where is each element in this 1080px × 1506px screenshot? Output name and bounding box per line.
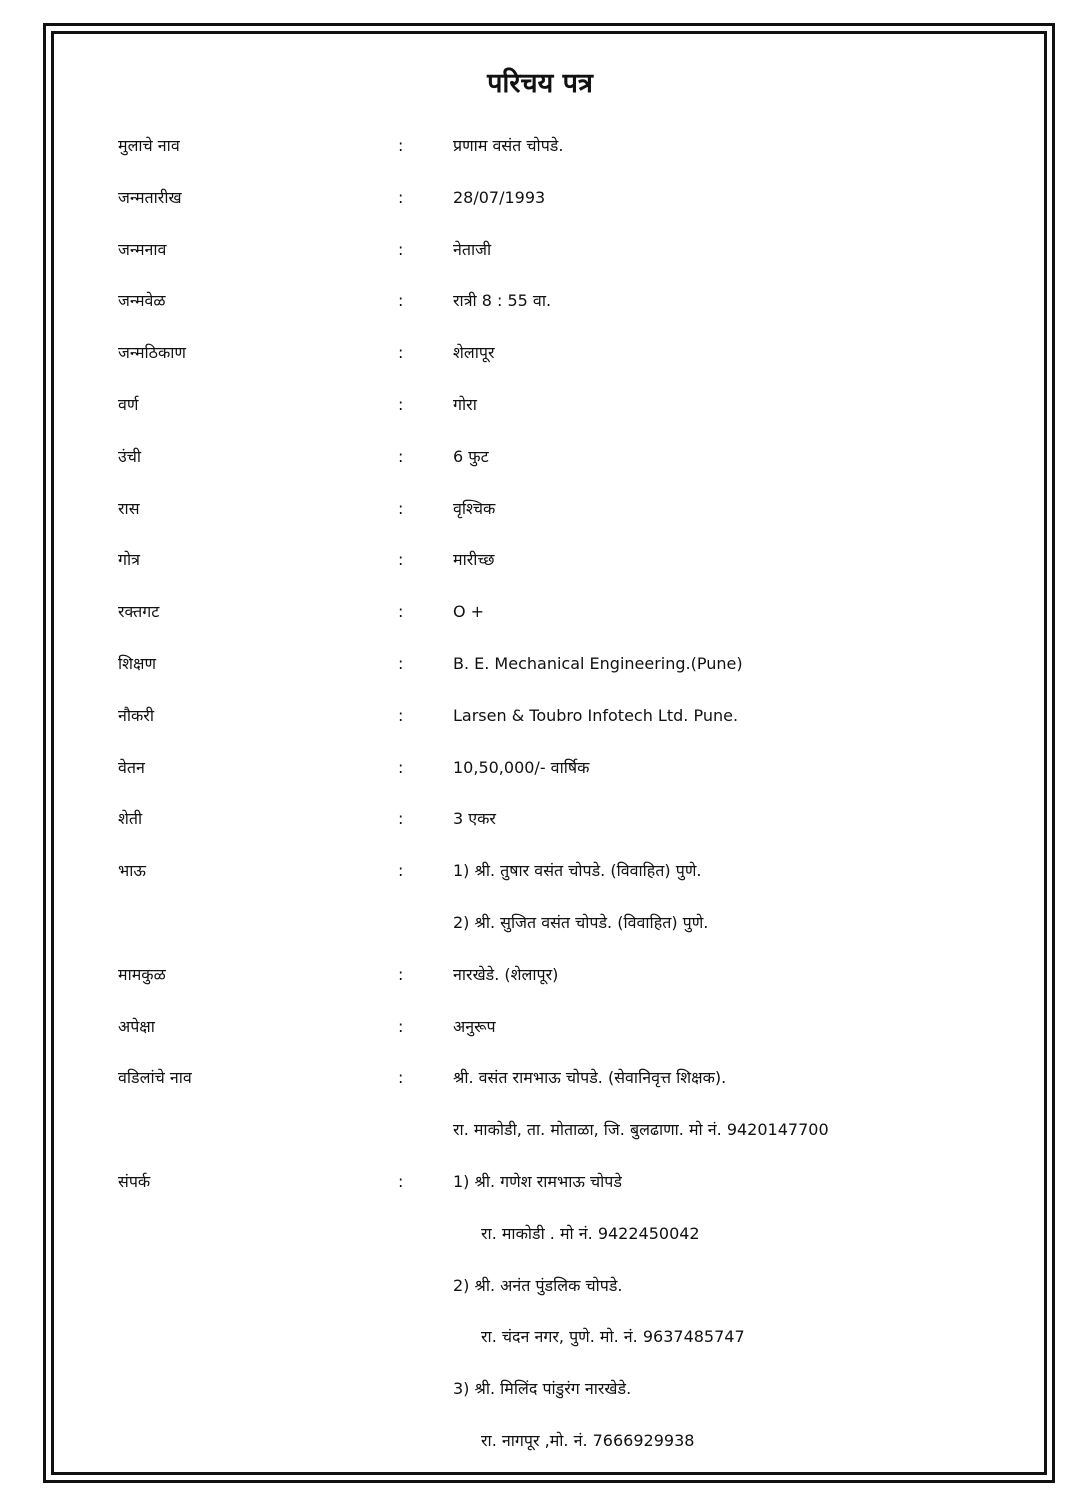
detail-value: 3 एकर	[453, 809, 496, 829]
detail-row	[0, 286, 1080, 316]
detail-separator: :	[398, 1172, 404, 1191]
detail-row	[0, 1012, 1080, 1042]
detail-label: जन्मनाव	[118, 239, 167, 259]
detail-row	[0, 1271, 1080, 1301]
detail-value: प्रणाम वसंत चोपडे.	[453, 136, 564, 155]
detail-separator: :	[398, 395, 404, 414]
detail-value: अनुरूप	[453, 1016, 496, 1036]
detail-value: रा. माकोडी, ता. मोताळा, जि. बुलढाणा. मो नं. 9420147700	[453, 1120, 829, 1140]
detail-separator: :	[398, 291, 404, 311]
detail-separator: :	[398, 809, 404, 829]
detail-row	[0, 1426, 1080, 1456]
detail-separator: :	[398, 654, 404, 673]
detail-label: अपेक्षा	[118, 1016, 155, 1036]
detail-row	[0, 131, 1080, 161]
detail-label: शिक्षण	[118, 654, 157, 673]
detail-row	[0, 1167, 1080, 1197]
detail-row	[0, 338, 1080, 368]
detail-row	[0, 908, 1080, 938]
detail-separator: :	[398, 498, 404, 518]
detail-separator: :	[398, 550, 404, 570]
detail-value: B. E. Mechanical Engineering.(Pune)	[453, 654, 743, 673]
detail-row	[0, 390, 1080, 420]
detail-separator: :	[398, 964, 404, 984]
detail-row	[0, 1374, 1080, 1404]
detail-label: गोत्र	[118, 550, 140, 570]
detail-separator: :	[398, 861, 404, 881]
detail-separator: :	[398, 343, 404, 363]
detail-value: O +	[453, 602, 485, 622]
detail-row	[0, 494, 1080, 524]
detail-value: रा. नागपूर ,मो. नं. 7666929938	[481, 1431, 695, 1450]
detail-row	[0, 545, 1080, 575]
detail-row	[0, 753, 1080, 783]
detail-separator: :	[398, 1016, 404, 1036]
detail-row	[0, 856, 1080, 886]
detail-row	[0, 597, 1080, 627]
detail-value: शेलापूर	[453, 343, 495, 363]
detail-row	[0, 1219, 1080, 1249]
detail-label: मुलाचे नाव	[118, 136, 180, 155]
detail-value: 3) श्री. मिलिंद पांडुरंग नारखेडे.	[453, 1379, 632, 1399]
detail-value: नेताजी	[453, 239, 492, 259]
detail-value: रा. चंदन नगर, पुणे. मो. नं. 9637485747	[481, 1327, 745, 1347]
detail-separator: :	[398, 187, 404, 207]
detail-label: वर्ण	[118, 395, 139, 414]
detail-value: 1) श्री. तुषार वसंत चोपडे. (विवाहित) पुणे.	[453, 861, 702, 881]
detail-value: 2) श्री. सुजित वसंत चोपडे. (विवाहित) पुणे.	[453, 913, 709, 932]
detail-label: रास	[118, 498, 140, 518]
detail-separator: :	[398, 705, 404, 725]
detail-value: 2) श्री. अनंत पुंडलिक चोपडे.	[453, 1275, 623, 1295]
document-title: परिचय पत्र	[487, 68, 593, 99]
detail-separator: :	[398, 446, 404, 466]
detail-separator: :	[398, 602, 404, 622]
detail-value: Larsen & Toubro Infotech Ltd. Pune.	[453, 705, 739, 725]
detail-row	[0, 1063, 1080, 1093]
detail-separator: :	[398, 239, 404, 259]
detail-row	[0, 442, 1080, 472]
detail-label: जन्मतारीख	[118, 187, 182, 207]
detail-value: मारीच्छ	[453, 550, 495, 570]
detail-label: वेतन	[118, 757, 145, 777]
detail-value: 1) श्री. गणेश रामभाऊ चोपडे	[453, 1172, 622, 1191]
detail-row	[0, 1115, 1080, 1145]
detail-value: 28/07/1993	[453, 187, 546, 207]
detail-value: रा. माकोडी . मो नं. 9422450042	[481, 1223, 700, 1243]
detail-value: रात्री 8 : 55 वा.	[453, 291, 552, 311]
detail-label: मामकुळ	[118, 964, 166, 984]
detail-label: भाऊ	[118, 861, 146, 881]
detail-label: संपर्क	[118, 1172, 151, 1191]
detail-label: रक्तगट	[118, 602, 160, 622]
detail-label: उंची	[118, 446, 142, 466]
detail-row	[0, 235, 1080, 265]
detail-value: गोरा	[453, 395, 477, 414]
detail-value: नारखेडे. (शेलापूर)	[453, 964, 559, 984]
detail-separator: :	[398, 1068, 404, 1088]
detail-label: जन्मवेळ	[118, 291, 166, 311]
detail-row	[0, 960, 1080, 990]
detail-row	[0, 701, 1080, 731]
detail-label: वडिलांचे नाव	[118, 1068, 192, 1088]
detail-row	[0, 183, 1080, 213]
detail-row	[0, 1322, 1080, 1352]
detail-label: नौकरी	[118, 705, 155, 725]
detail-value: 10,50,000/- वार्षिक	[453, 757, 590, 777]
detail-separator: :	[398, 136, 404, 155]
detail-value: 6 फुट	[453, 446, 489, 466]
detail-value: श्री. वसंत रामभाऊ चोपडे. (सेवानिवृत्त शिक्षक).	[453, 1068, 727, 1088]
detail-label: जन्मठिकाण	[118, 343, 186, 363]
detail-row	[0, 649, 1080, 679]
detail-value: वृश्चिक	[453, 498, 496, 518]
detail-label: शेती	[118, 809, 143, 829]
detail-separator: :	[398, 757, 404, 777]
detail-row	[0, 804, 1080, 834]
